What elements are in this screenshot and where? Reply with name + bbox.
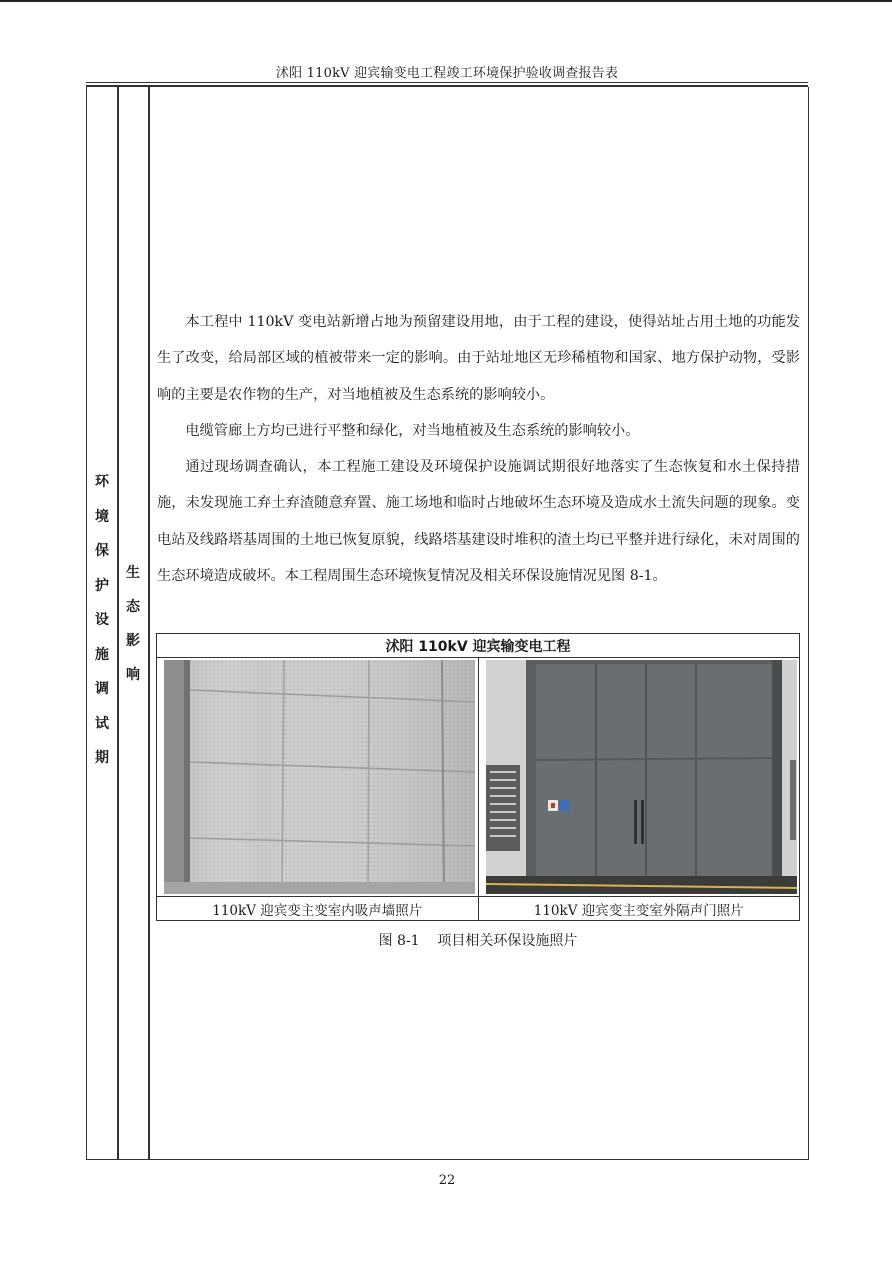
photo-table-title: 沭阳 110kV 迎宾输变电工程 bbox=[157, 634, 800, 658]
door-photo-image bbox=[486, 660, 798, 894]
body-text bbox=[157, 304, 800, 594]
paragraph: 电缆管廊上方均已进行平整和绿化，对当地植被及生态系统的影响较小。 bbox=[185, 422, 640, 439]
header-rule bbox=[86, 82, 808, 83]
page-number: 22 bbox=[438, 1173, 456, 1188]
column-divider bbox=[148, 87, 150, 1160]
photo-caption-left: 110kV 迎宾变主变室内吸声墙照片 bbox=[157, 897, 479, 921]
photo-caption-right: 110kV 迎宾变主变室外隔声门照片 bbox=[478, 897, 800, 921]
soundproof-door-photo bbox=[486, 660, 798, 894]
paragraph: 通过现场调查确认，本工程施工建设及环境保护设施调试期很好地落实了生态恢复和水土保持措施，未发现施工弃土弃渣随意弃置、施工场地和临时占地破坏生态环境及造成水土流失问题的现象。变电站及线路塔基周围的土地已恢复原貌，线路塔基建设时堆积的渣土均已平整并进行绿化，未对周围的生态环境造成破坏。本工程周围生态环境恢复情况及相关环保设施情况见图 8-1。 bbox=[157, 459, 800, 585]
photo-cell-right bbox=[478, 658, 800, 897]
sound-absorbing-wall-photo bbox=[164, 660, 476, 894]
category-label: 环 境 保 护 设 施 调 试 期 bbox=[95, 474, 109, 766]
wall-photo-image bbox=[164, 660, 475, 894]
paragraph: 本工程中 110kV 变电站新增占地为预留建设用地，由于工程的建设，使得站址占用土地的功能发生了改变，给局部区域的植被带来一定的影响。由于站址地区无珍稀植物和国家、地方保护动物，受影响的主要是农作物的生产，对当地植被及生态系统的影响较小。 bbox=[157, 314, 800, 403]
subcategory-label: 生 态 影 响 bbox=[126, 565, 140, 683]
running-header: 沭阳 110kV 迎宾输变电工程竣工环境保护验收调查报告表 bbox=[275, 66, 619, 81]
top-border-line bbox=[0, 0, 892, 2]
figure-caption: 图 8-1 项目相关环保设施照片 bbox=[378, 933, 578, 949]
report-table-frame bbox=[86, 87, 809, 1160]
photo-cell-left bbox=[157, 658, 479, 897]
photo-table bbox=[156, 633, 800, 921]
